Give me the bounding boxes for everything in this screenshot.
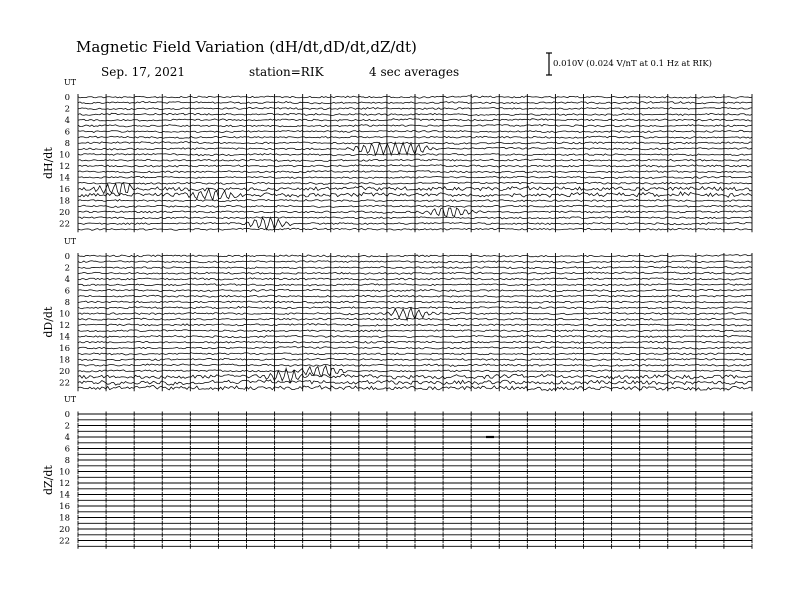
- hour-label: 18: [59, 196, 70, 207]
- hour-label: 10: [59, 150, 70, 161]
- hour-label: 2: [64, 421, 70, 432]
- panel-dddt: [42, 237, 752, 391]
- hour-label: 0: [64, 252, 70, 262]
- hour-label: 2: [64, 263, 70, 274]
- ut-label: UT: [64, 78, 77, 87]
- date-label: Sep. 17, 2021: [101, 65, 186, 79]
- y-axis-label: dZ/dt: [42, 465, 55, 496]
- panel-dzdt: [42, 395, 752, 549]
- hour-label: 22: [59, 219, 70, 230]
- scale-bar-icon: [546, 53, 552, 75]
- hour-label: 2: [64, 104, 70, 115]
- hour-label: 10: [59, 309, 70, 320]
- hour-label: 4: [64, 116, 70, 126]
- hour-label: 4: [64, 275, 70, 285]
- hour-label: 14: [59, 332, 70, 343]
- hour-label: 18: [59, 513, 70, 524]
- averaging-label: 4 sec averages: [369, 65, 460, 79]
- hour-label: 20: [59, 525, 70, 535]
- hour-label: 6: [64, 127, 70, 138]
- panel-dhdt: [42, 78, 752, 232]
- hour-label: 0: [64, 410, 70, 420]
- y-axis-label: dD/dt: [42, 306, 55, 338]
- hour-label: 16: [59, 344, 70, 354]
- hour-label: 12: [59, 321, 70, 331]
- y-axis-label: dH/dt: [42, 147, 55, 180]
- ut-label: UT: [64, 395, 77, 404]
- chart-title: Magnetic Field Variation (dH/dt,dD/dt,dZ/dt): [76, 38, 417, 56]
- station-label: station=RIK: [249, 65, 324, 79]
- hour-label: 16: [59, 502, 70, 512]
- hour-label: 8: [64, 456, 70, 466]
- hour-label: 18: [59, 355, 70, 366]
- hour-label: 16: [59, 185, 70, 195]
- hour-label: 20: [59, 208, 70, 218]
- hour-label: 22: [59, 378, 70, 389]
- hour-label: 6: [64, 444, 70, 455]
- hour-label: 20: [59, 367, 70, 377]
- hour-label: 0: [64, 93, 70, 103]
- hour-label: 8: [64, 298, 70, 308]
- hour-label: 14: [59, 490, 70, 501]
- scale-note: 0.010V (0.024 V/nT at 0.1 Hz at RIK): [553, 59, 712, 69]
- hour-label: 22: [59, 536, 70, 547]
- hour-label: 14: [59, 173, 70, 184]
- hour-label: 10: [59, 467, 70, 478]
- ut-label: UT: [64, 237, 77, 246]
- hour-label: 8: [64, 139, 70, 149]
- hour-label: 6: [64, 286, 70, 297]
- hour-label: 4: [64, 433, 70, 443]
- hour-label: 12: [59, 479, 70, 489]
- hour-label: 12: [59, 162, 70, 172]
